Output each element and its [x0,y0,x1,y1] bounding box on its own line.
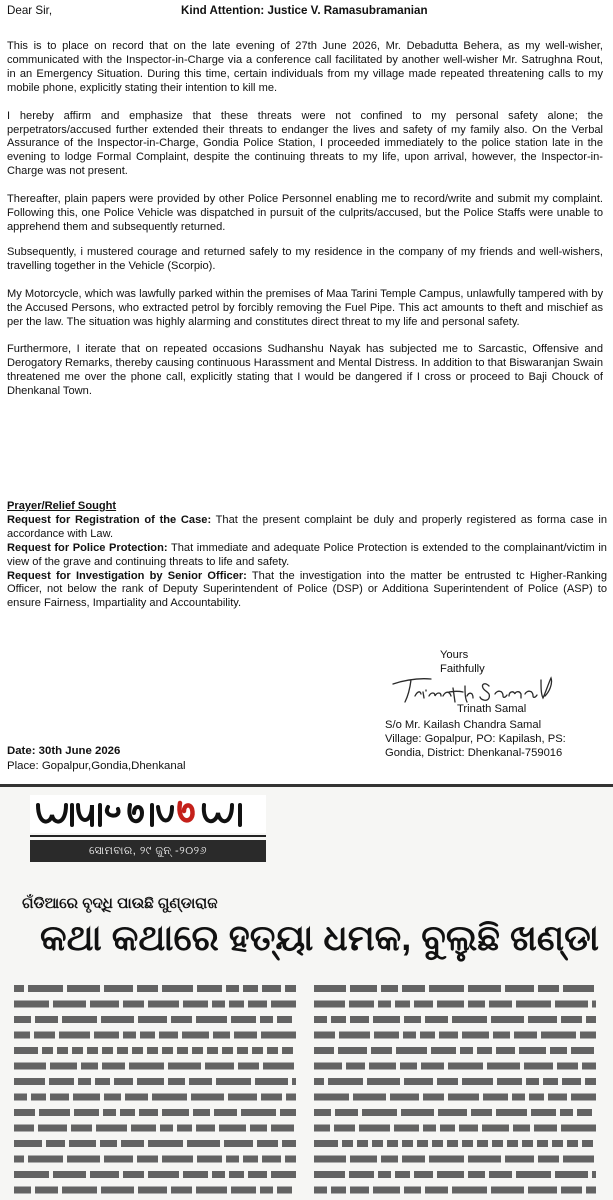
printed-word [229,1171,244,1178]
printed-word [120,1109,135,1116]
printed-word [514,1032,537,1039]
printed-word [282,1140,296,1147]
printed-word [262,1156,281,1163]
printed-word [423,1094,444,1101]
printed-word [404,1078,433,1085]
printed-word [226,1156,239,1163]
printed-word [87,1047,98,1054]
printed-word [483,1094,508,1101]
printed-word [14,1094,27,1101]
printed-word [462,1078,493,1085]
printed-word [371,1047,392,1054]
printed-word [241,1109,276,1116]
printed-word [314,1094,349,1101]
printed-word [228,1094,257,1101]
printed-word [592,1171,596,1178]
printed-word [103,1109,116,1116]
printed-word [114,1078,133,1085]
printed-word [231,1187,256,1194]
printed-word [14,1156,24,1163]
printed-word [390,1094,419,1101]
printed-word [519,1047,546,1054]
printed-word [96,1125,127,1132]
printed-word [238,1063,259,1070]
printed-word [62,1187,97,1194]
paragraph-1: This is to place on record that on the late evening of 27th June 2026, Mr. Debadutta Behera, as my well-wisher, communicated with the Inspector-in-Charge via a conference call facilitated by another well-wisher Mr. Satrughna Rout, in an Emergency Situation. During this time, certain individuals from my village made repeated threatening calls to my mobile phone, explicitly stating their intention to kill me. [7,40,603,94]
printed-word [396,1047,427,1054]
printed-word [160,1125,173,1132]
headline-kicker: ଗଁଡିଆରେ ବୃଦ୍ଧି ପାଉଛି ଗୁଣ୍ଡାରାଜ [22,895,218,912]
printed-word [193,1109,210,1116]
printed-word [129,1063,164,1070]
printed-word [314,1063,342,1070]
date-value: 30th June 2026 [35,745,121,757]
salutation: Dear Sir, [7,4,53,17]
prayer-section [7,500,607,611]
printed-word [14,1078,45,1085]
printed-word [207,1047,218,1054]
printed-word [550,1047,567,1054]
printed-word [448,1094,479,1101]
printed-word [260,1187,273,1194]
printed-word [516,1171,551,1178]
printed-word [104,1156,133,1163]
printed-word [373,1187,400,1194]
printed-word [374,1032,399,1039]
printed-word [100,1140,117,1147]
paragraph-4: Subsequently, i mustered courage and returned safely to my residence in the company of my friends and well-wishers, travelling together in the Vehicle (Scorpio). [7,245,603,272]
request-registration [7,514,607,542]
printed-word [73,1094,100,1101]
printed-word [214,1109,237,1116]
printed-word [534,1125,557,1132]
printed-word [168,1078,185,1085]
printed-word [314,1032,335,1039]
request-label: Request for Police Protection: [7,541,168,554]
letter-body [7,40,603,413]
printed-word [421,1063,444,1070]
printed-word [267,1047,278,1054]
printed-word [381,1156,398,1163]
printed-word [148,1171,179,1178]
printed-word [53,1171,86,1178]
printed-word [314,1047,334,1054]
printed-word [14,1109,35,1116]
printed-word [423,1125,436,1132]
printed-word [557,1063,578,1070]
article-column-2 [314,977,599,1200]
printed-word [560,1109,573,1116]
printed-word [338,1047,367,1054]
printed-word [524,1063,553,1070]
printed-word [147,1047,158,1054]
printed-word [14,1187,31,1194]
printed-word [401,1109,434,1116]
printed-word [562,1078,581,1085]
printed-word [353,1094,386,1101]
printed-word [137,1078,164,1085]
printed-word [328,1078,363,1085]
printed-word [196,1187,227,1194]
printed-word [387,1140,398,1147]
printed-word [162,1047,173,1054]
printed-word [431,1047,456,1054]
printed-word [468,1171,485,1178]
printed-word [14,1063,46,1070]
printed-word [219,1125,246,1132]
request-investigation [7,570,607,612]
printed-word [282,1047,293,1054]
printed-word [148,1140,183,1147]
printed-word [350,1156,377,1163]
printed-word [362,1109,397,1116]
printed-word [537,1140,548,1147]
printed-word [71,1125,92,1132]
printed-word [357,1140,368,1147]
printed-word [285,1156,296,1163]
printed-word [577,1109,592,1116]
printed-word [513,1125,530,1132]
printed-word [359,1125,390,1132]
printed-word [491,1187,524,1194]
printed-word [334,1125,355,1132]
printed-word [31,1094,46,1101]
printed-word [526,1078,539,1085]
printed-word [314,1140,338,1147]
paragraph-6: Furthermore, I iterate that on repeated occasions Sudhanshu Nayak has subjected me to Sarcastic, Offensive and Derogatory Remarks, thereby causing continuous Harassment and Mental Distress. In addition to that Biswaranjan Swain threatened me over the phone call, explicitly stating that I would be dangered if I cross or proceed to Baji Chouck of Dhenkanal Town. [7,343,603,398]
printed-word [162,1109,189,1116]
printed-word [49,1078,74,1085]
printed-word [477,1047,492,1054]
printed-word [496,1047,515,1054]
printed-word [72,1047,83,1054]
printed-word [95,1078,110,1085]
printed-word [250,1125,267,1132]
request-text: That the present complaint be duly and properly registered as forma case in accordance with Law. [7,513,607,540]
printed-word [257,1140,278,1147]
printed-word [335,1109,358,1116]
printed-word [522,1140,533,1147]
printed-word [447,1140,458,1147]
paragraph-2: I hereby affirm and emphasize that these threats were not confined to my personal safety alone; the perpetrators/accused further extended their threats to endanger the lives and safety of my family also. On the Verbal Assurance of the Inspector-in-Charge, Gondia Police Station, I proceeded immediately to the police station late in the evening to lodge Formal Complaint, despite the continuing threats to my life, upon arrival, however, the Inspector-in-Charge was not present. [7,109,603,178]
printed-word [440,1125,455,1132]
printed-word [582,1063,596,1070]
printed-word [177,1047,188,1054]
printed-word [39,1109,70,1116]
printed-word [50,1094,69,1101]
printed-word [349,1171,374,1178]
printed-word [123,1171,144,1178]
printed-word [529,1094,544,1101]
printed-word [314,1156,346,1163]
article-column-text [14,977,299,1037]
printed-word [35,1187,58,1194]
printed-word [541,1032,576,1039]
printed-word [187,1140,220,1147]
printed-word [372,1140,383,1147]
printed-word [162,1156,193,1163]
printed-word [243,1156,258,1163]
newspaper-masthead-logo [30,795,266,833]
printed-word [489,1171,512,1178]
date-place-block [7,744,186,774]
printed-word [216,1078,251,1085]
printed-word [314,1109,331,1116]
printed-word [339,1032,370,1039]
printed-word [102,1047,113,1054]
printed-word [404,1187,421,1194]
printed-word [402,1140,413,1147]
printed-word [255,1078,288,1085]
printed-word [237,1047,248,1054]
printed-word [314,1171,345,1178]
printed-word [81,1063,98,1070]
printed-word [50,1063,77,1070]
request-protection [7,542,607,570]
printed-word [292,1078,296,1085]
printed-word [117,1047,128,1054]
letter-header [7,4,609,22]
request-text: That the investigation into the matter be entrusted tc Higher-Ranking Officer, not below the rank of Deputy Superintendent of Police (DSP) or Additiona Superintendent of Police (ASP) to ensure Fairness, Impartiality and Accountability. [7,569,607,610]
signer-address [385,718,610,760]
printed-word [197,1156,222,1163]
date-line [7,744,186,759]
printed-word [582,1140,593,1147]
newspaper-dateline: ସୋମବାର, ୨୯ ଜୁନ୍ -୨୦୨୬ [30,840,266,862]
printed-word [507,1140,518,1147]
printed-word [350,1187,369,1194]
printed-word [429,1156,464,1163]
printed-word [414,1171,433,1178]
printed-word [403,1032,416,1039]
request-text: That immediate and adequate Police Protection is extended to the complainant/victim in view of the grave and continuing threats to life and safety. [7,541,607,568]
printed-word [286,1094,296,1101]
headline: କଥା କଥାରେ ହତ୍ୟା ଧମକ, ବୁଲୁଛି ଖଣ୍ଡା [40,917,600,958]
printed-word [543,1078,558,1085]
printed-word [183,1171,208,1178]
printed-word [505,1156,534,1163]
printed-word [314,1187,327,1194]
printed-word [496,1109,527,1116]
prayer-title: Prayer/Relief Sought [7,500,117,512]
printed-word [400,1063,417,1070]
printed-word [121,1140,144,1147]
printed-word [477,1140,488,1147]
printed-word [567,1140,578,1147]
attention-line: Kind Attention: Justice V. Ramasubramanian [181,4,428,17]
printed-word [125,1094,148,1101]
printed-word [248,1171,267,1178]
address-line: Village: Gopalpur, PO: Kapilash, PS: [385,733,566,745]
printed-word [395,1171,410,1178]
printed-word [78,1078,91,1085]
printed-word [271,1125,294,1132]
printed-word [139,1109,158,1116]
printed-word [367,1078,400,1085]
printed-word [438,1109,467,1116]
printed-word [168,1063,201,1070]
printed-word [38,1125,67,1132]
printed-word [497,1078,522,1085]
closing-line: Yours Faithfully [440,649,485,675]
printed-word [212,1171,225,1178]
printed-word [439,1032,458,1039]
printed-word [177,1125,192,1132]
printed-word [402,1156,425,1163]
printed-word [57,1047,68,1054]
printed-word [452,1187,487,1194]
printed-word [192,1047,203,1054]
printed-word [102,1063,125,1070]
printed-word [459,1125,478,1132]
date-label: Date: [7,745,36,757]
printed-word [152,1094,187,1101]
printed-word [512,1094,525,1101]
printed-word [138,1187,167,1194]
printed-word [462,1032,489,1039]
printed-word [471,1109,492,1116]
printed-word [261,1094,282,1101]
printed-word [14,1125,34,1132]
printed-word [277,1187,292,1194]
printed-word [468,1156,501,1163]
printed-word [14,1047,38,1054]
request-label: Request for Investigation by Senior Officer: [7,569,247,582]
printed-word [271,1171,296,1178]
printed-word [580,1032,596,1039]
article-column-1 [14,977,299,1200]
printed-word [171,1187,192,1194]
request-label: Request for Registration of the Case: [7,513,212,526]
printed-word [555,1171,588,1178]
printed-word [331,1187,346,1194]
printed-word [90,1171,119,1178]
printed-word [437,1171,464,1178]
printed-word [67,1156,100,1163]
printed-word [548,1094,567,1101]
printed-word [425,1187,448,1194]
printed-word [437,1078,458,1085]
printed-word [561,1125,596,1132]
printed-word [101,1187,134,1194]
printed-word [196,1125,215,1132]
printed-word [252,1047,263,1054]
article-body [14,977,599,1200]
printed-word [74,1109,99,1116]
printed-word [448,1063,483,1070]
printed-word [417,1140,428,1147]
printed-word [137,1156,158,1163]
printed-word [280,1109,296,1116]
paragraph-3: Thereafter, plain papers were provided by other Police Personnel enabling me to record/write and submit my complaint. Following this, one Police Vehicle was dispatched in pursuit of the culprits/accused, but the Police Staffs were unable to apprehend them and subsequently returned. [7,193,603,233]
printed-word [571,1094,596,1101]
printed-word [493,1032,510,1039]
printed-word [492,1140,503,1147]
printed-word [131,1125,156,1132]
printed-word [104,1094,121,1101]
printed-word [28,1156,63,1163]
printed-word [342,1140,353,1147]
printed-word [531,1109,556,1116]
printed-word [378,1171,391,1178]
printed-word [189,1078,212,1085]
signature-text: Trinath Samal [385,662,392,663]
printed-word [346,1063,365,1070]
printed-word [314,1125,330,1132]
printed-word [69,1140,96,1147]
newspaper-clipping [0,787,613,1200]
printed-word [14,1171,49,1178]
printed-word [586,1187,596,1194]
printed-word [528,1187,557,1194]
printed-word [314,1078,324,1085]
printed-word [263,1063,294,1070]
printed-word [132,1047,143,1054]
printed-word [14,1140,42,1147]
place-line: Place: Gopalpur,Gondia,Dhenkanal [7,760,186,772]
printed-word [369,1063,396,1070]
printed-word [571,1047,594,1054]
printed-word [46,1140,65,1147]
paragraph-5: My Motorcycle, which was lawfully parked within the premises of Maa Tarini Temple Campus, unlawfully tampered with by the Accused Persons, who extracted petrol by forcibly removing the Fuel Pipe. This act amounts to theft and mischief as per the law. The situation was highly alarming and constitutes direct threat to my life and personal safety. [7,287,603,328]
printed-word [563,1156,594,1163]
address-line: S/o Mr. Kailash Chandra Samal [385,719,542,731]
signer-name: Trinath Samal [457,703,527,715]
address-line: Gondia, District: Dhenkanal-759016 [385,747,563,759]
printed-word [460,1047,473,1054]
printed-word [224,1140,253,1147]
printed-word [394,1125,419,1132]
printed-word [585,1078,596,1085]
printed-word [538,1156,559,1163]
printed-word [561,1187,582,1194]
printed-word [205,1063,234,1070]
printed-word [487,1063,520,1070]
printed-word [191,1094,224,1101]
printed-word [462,1140,473,1147]
printed-word [420,1032,435,1039]
printed-word [222,1047,233,1054]
printed-word [552,1140,563,1147]
masthead-rule [30,835,266,837]
printed-word [432,1140,443,1147]
article-column-text [314,977,599,1022]
printed-word [482,1125,509,1132]
printed-word [42,1047,53,1054]
